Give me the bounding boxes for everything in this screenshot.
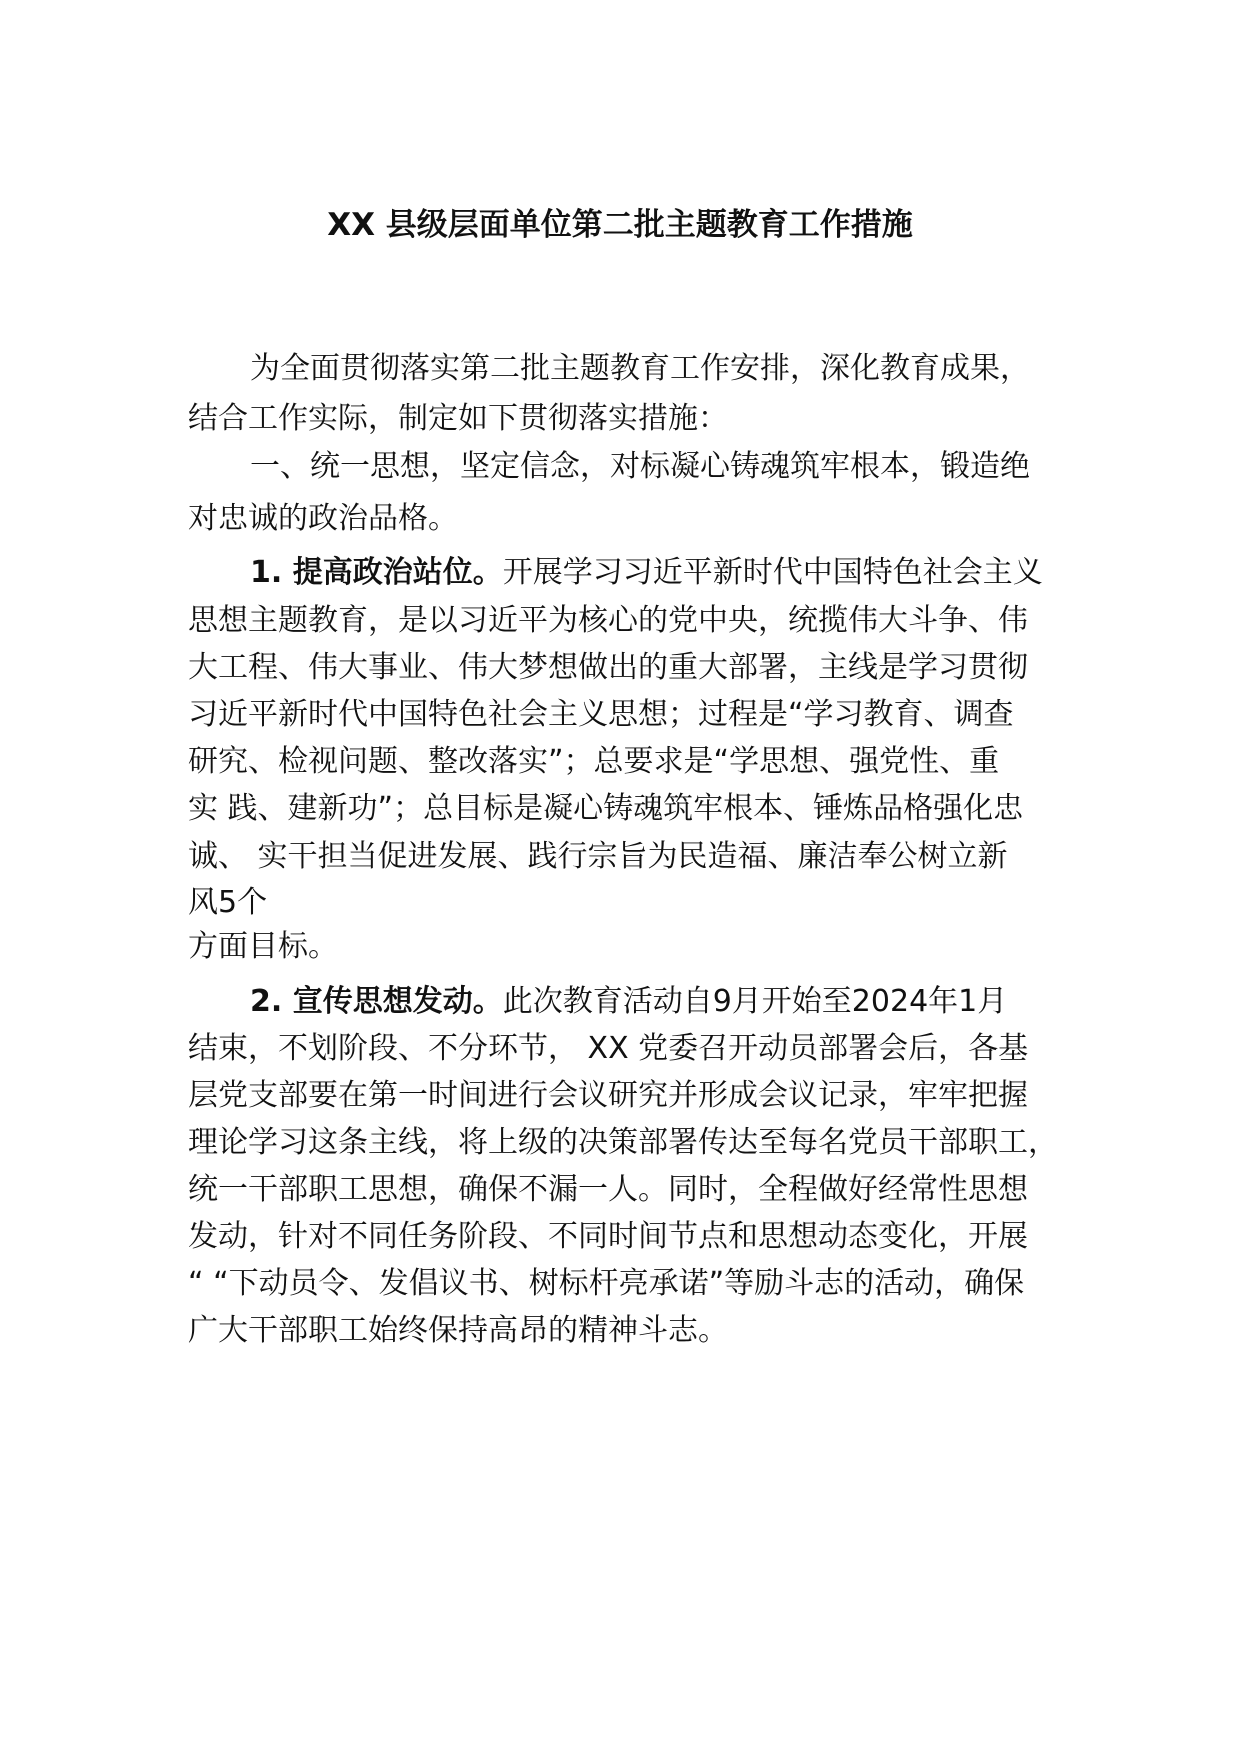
document-title: XX 县级层面单位第二批主题教育工作措施: [327, 207, 913, 243]
paragraph-line: 习近平新时代中国特色社会主义思想；过程是“学习教育、调查: [188, 697, 1014, 732]
paragraph-line: 风5个: [188, 885, 268, 920]
paragraph-line: 统一干部职工思想，确保不漏一人。同时，全程做好经常性思想: [188, 1172, 1028, 1207]
section-heading-line: 对忠诚的政治品格。: [188, 501, 458, 536]
section-heading-line: 一、统一思想，坚定信念，对标凝心铸魂筑牢根本，锻造绝: [250, 449, 1030, 484]
item-1-line: [250, 552, 1043, 594]
paragraph-line: 理论学习这条主线，将上级的决策部署传达至每名党员干部职工，: [188, 1125, 1058, 1160]
paragraph-line: 结合工作实际，制定如下贯彻落实措施：: [188, 401, 728, 436]
paragraph-line: 大工程、伟大事业、伟大梦想做出的重大部署，主线是学习贯彻: [188, 650, 1028, 685]
paragraph-line: 实 践、建新功”；总目标是凝心铸魂筑牢根本、锤炼品格强化忠: [188, 791, 1024, 826]
item-1-text: 开展学习习近平新时代中国特色社会主义: [502, 555, 1043, 590]
paragraph-line: 研究、检视问题、整改落实”；总要求是“学思想、强党性、重: [188, 744, 1000, 779]
paragraph-line: 广大干部职工始终保持高昂的精神斗志。: [188, 1313, 728, 1348]
paragraph-line: 诚、 实干担当促进发展、践行宗旨为民造福、廉洁奉公树立新: [188, 839, 1008, 874]
paragraph-line: 层党支部要在第一时间进行会议研究并形成会议记录，牢牢把握: [188, 1078, 1028, 1113]
item-2-text: 此次教育活动自9月开始至2024年1月: [502, 984, 1008, 1019]
paragraph-line: 方面目标。: [188, 929, 338, 964]
paragraph-line: 思想主题教育，是以习近平为核心的党中央，统揽伟大斗争、伟: [188, 603, 1028, 638]
item-2-line: [250, 981, 1007, 1023]
paragraph-line: 发动，针对不同任务阶段、不同时间节点和思想动态变化，开展: [188, 1219, 1028, 1254]
paragraph-line: 为全面贯彻落实第二批主题教育工作安排，深化教育成果，: [250, 351, 1030, 386]
paragraph-line: 结束，不划阶段、不分环节， XX 党委召开动员部署会后，各基: [188, 1031, 1029, 1066]
item-2-heading: 2. 宣传思想发动。: [250, 984, 503, 1019]
paragraph-line: “ “下动员令、发倡议书、树标杆亮承诺”等励斗志的活动，确保: [188, 1266, 1025, 1301]
item-1-heading: 1. 提高政治站位。: [250, 555, 503, 590]
